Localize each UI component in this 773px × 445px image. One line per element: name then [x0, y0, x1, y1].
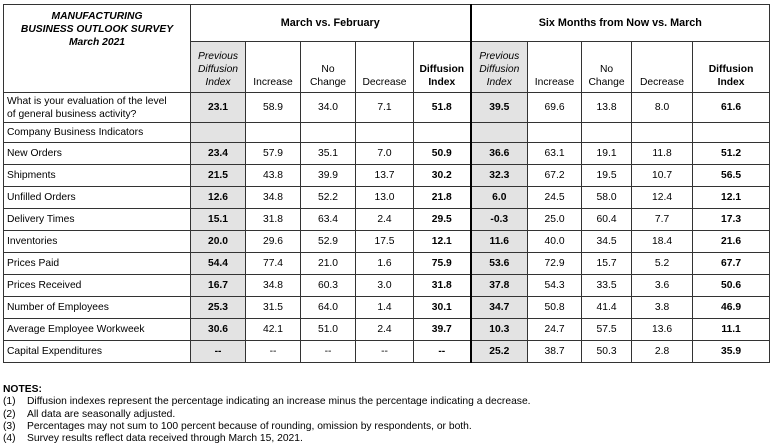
note-number: (4) — [3, 433, 16, 445]
cell-increase: 54.3 — [528, 275, 582, 297]
cell-increase: 69.6 — [528, 93, 582, 123]
cell-no-change: 60.3 — [301, 275, 356, 297]
cell-increase: 34.8 — [246, 275, 301, 297]
cell-decrease: 12.4 — [632, 187, 693, 209]
cell-no-change: 34.0 — [301, 93, 356, 123]
survey-table — [3, 4, 770, 363]
row-label: Delivery Times — [4, 209, 191, 231]
cell-increase: 31.5 — [246, 297, 301, 319]
previous-diffusion-index-header: Previous Diffusion Index — [471, 42, 528, 93]
cell-decrease: 7.0 — [356, 143, 414, 165]
cell-decrease: 8.0 — [632, 93, 693, 123]
cell-previous-index: 11.6 — [471, 231, 528, 253]
row-label: New Orders — [4, 143, 191, 165]
cell-increase: -- — [246, 341, 301, 363]
note-text: Survey results reflect data received through March 15, 2021. — [27, 433, 303, 445]
cell-previous-index: 25.2 — [471, 341, 528, 363]
cell-decrease: 10.7 — [632, 165, 693, 187]
cell-increase: 67.2 — [528, 165, 582, 187]
table-row — [4, 187, 770, 209]
cell-no-change: 60.4 — [582, 209, 632, 231]
note-number: (2) — [3, 408, 16, 420]
cell-no-change: 15.7 — [582, 253, 632, 275]
table-row — [4, 209, 770, 231]
cell-increase: 34.8 — [246, 187, 301, 209]
cell-increase: 42.1 — [246, 319, 301, 341]
notes-title: NOTES: — [3, 384, 42, 395]
cell-increase: 57.9 — [246, 143, 301, 165]
cell-no-change: 39.9 — [301, 165, 356, 187]
cell-diffusion-index: 50.9 — [414, 143, 471, 165]
title-line: March 2021 — [68, 37, 126, 48]
cell-no-change: 50.3 — [582, 341, 632, 363]
note-item — [3, 396, 769, 408]
cell-increase: 58.9 — [246, 93, 301, 123]
previous-diffusion-index-header: Previous Diffusion Index — [191, 42, 246, 93]
cell-increase: 24.7 — [528, 319, 582, 341]
cell-previous-index: -- — [191, 341, 246, 363]
cell-diffusion-index: 61.6 — [693, 93, 770, 123]
cell-decrease: 3.0 — [356, 275, 414, 297]
cell-decrease: 2.4 — [356, 319, 414, 341]
cell-previous-index: 37.8 — [471, 275, 528, 297]
row-label: Shipments — [4, 165, 191, 187]
notes-list — [3, 396, 769, 445]
cell-increase: 29.6 — [246, 231, 301, 253]
increase-header: Increase — [246, 42, 301, 93]
cell-diffusion-index: 21.8 — [414, 187, 471, 209]
cell-previous-index — [191, 123, 246, 143]
row-label: Number of Employees — [4, 297, 191, 319]
cell-increase: 72.9 — [528, 253, 582, 275]
notes-section — [3, 384, 769, 445]
note-number: (3) — [3, 420, 16, 432]
diffusion-index-header: Diffusion Index — [693, 42, 770, 93]
cell-decrease: 1.4 — [356, 297, 414, 319]
cell-diffusion-index: 51.8 — [414, 93, 471, 123]
cell-previous-index: 20.0 — [191, 231, 246, 253]
cell-diffusion-index: 51.2 — [693, 143, 770, 165]
cell-diffusion-index: 12.1 — [693, 187, 770, 209]
decrease-header: Decrease — [356, 42, 414, 93]
cell-decrease: 3.8 — [632, 297, 693, 319]
note-item — [3, 409, 769, 421]
row-label: Prices Paid — [4, 253, 191, 275]
cell-diffusion-index: 30.1 — [414, 297, 471, 319]
no-change-header: No Change — [582, 42, 632, 93]
cell-decrease: 7.7 — [632, 209, 693, 231]
cell-increase: 43.8 — [246, 165, 301, 187]
increase-header: Increase — [528, 42, 582, 93]
cell-previous-index: 54.4 — [191, 253, 246, 275]
cell-decrease: -- — [356, 341, 414, 363]
cell-increase: 38.7 — [528, 341, 582, 363]
question-label: What is your evaluation of the level of general business activity? — [4, 93, 191, 123]
cell-decrease: 13.0 — [356, 187, 414, 209]
question-row — [4, 93, 770, 123]
section-row — [4, 123, 770, 143]
table-row — [4, 231, 770, 253]
cell-diffusion-index: 17.3 — [693, 209, 770, 231]
row-label: Prices Received — [4, 275, 191, 297]
cell-no-change: 19.1 — [582, 143, 632, 165]
group-header-current: March vs. February — [191, 5, 471, 42]
cell-no-change: 34.5 — [582, 231, 632, 253]
table-row — [4, 341, 770, 363]
cell-previous-index: 6.0 — [471, 187, 528, 209]
cell-diffusion-index: 21.6 — [693, 231, 770, 253]
cell-decrease: 3.6 — [632, 275, 693, 297]
decrease-header: Decrease — [632, 42, 693, 93]
cell-decrease: 11.8 — [632, 143, 693, 165]
cell-no-change: 52.9 — [301, 231, 356, 253]
cell-no-change: 13.8 — [582, 93, 632, 123]
cell-increase: 24.5 — [528, 187, 582, 209]
cell-no-change: 35.1 — [301, 143, 356, 165]
cell-decrease: 13.6 — [632, 319, 693, 341]
cell-no-change: 63.4 — [301, 209, 356, 231]
cell-no-change: 58.0 — [582, 187, 632, 209]
group-header-future: Six Months from Now vs. March — [471, 5, 770, 42]
title-line: MANUFACTURING — [51, 11, 143, 22]
cell-previous-index: 32.3 — [471, 165, 528, 187]
cell-decrease: 13.7 — [356, 165, 414, 187]
cell-increase: 50.8 — [528, 297, 582, 319]
cell-previous-index: 23.1 — [191, 93, 246, 123]
cell-previous-index: 36.6 — [471, 143, 528, 165]
cell-increase: 31.8 — [246, 209, 301, 231]
cell-previous-index — [471, 123, 528, 143]
cell-diffusion-index: 50.6 — [693, 275, 770, 297]
cell-no-change: 52.2 — [301, 187, 356, 209]
cell-diffusion-index: -- — [414, 341, 471, 363]
cell-diffusion-index: 31.8 — [414, 275, 471, 297]
cell-previous-index: 53.6 — [471, 253, 528, 275]
no-change-header: No Change — [301, 42, 356, 93]
note-text: Percentages may not sum to 100 percent because of rounding, omission by respondents, or both. — [27, 420, 472, 432]
cell-increase: 77.4 — [246, 253, 301, 275]
cell-increase: 25.0 — [528, 209, 582, 231]
cell-no-change: 64.0 — [301, 297, 356, 319]
cell-previous-index: -0.3 — [471, 209, 528, 231]
cell-diffusion-index: 12.1 — [414, 231, 471, 253]
cell-previous-index: 12.6 — [191, 187, 246, 209]
cell-increase: 63.1 — [528, 143, 582, 165]
table-row — [4, 319, 770, 341]
section-label: Company Business Indicators — [4, 123, 191, 143]
note-text: All data are seasonally adjusted. — [27, 408, 176, 420]
cell-decrease: 2.8 — [632, 341, 693, 363]
cell-diffusion-index: 29.5 — [414, 209, 471, 231]
cell-no-change: 21.0 — [301, 253, 356, 275]
cell-previous-index: 16.7 — [191, 275, 246, 297]
cell-previous-index: 10.3 — [471, 319, 528, 341]
cell-decrease: 7.1 — [356, 93, 414, 123]
cell-diffusion-index: 30.2 — [414, 165, 471, 187]
row-label: Inventories — [4, 231, 191, 253]
cell-no-change: 41.4 — [582, 297, 632, 319]
cell-previous-index: 39.5 — [471, 93, 528, 123]
cell-decrease: 5.2 — [632, 253, 693, 275]
table-row — [4, 253, 770, 275]
title-line: BUSINESS OUTLOOK SURVEY — [20, 24, 174, 35]
note-text: Diffusion indexes represent the percentage indicating an increase minus the percentage indicating a decrease. — [27, 396, 531, 408]
cell-previous-index: 34.7 — [471, 297, 528, 319]
row-label: Capital Expenditures — [4, 341, 191, 363]
note-number: (1) — [3, 396, 16, 408]
note-item — [3, 421, 769, 433]
table-row — [4, 275, 770, 297]
cell-previous-index: 15.1 — [191, 209, 246, 231]
cell-diffusion-index: 46.9 — [693, 297, 770, 319]
cell-decrease: 1.6 — [356, 253, 414, 275]
cell-diffusion-index: 67.7 — [693, 253, 770, 275]
row-label: Average Employee Workweek — [4, 319, 191, 341]
cell-no-change: 51.0 — [301, 319, 356, 341]
cell-previous-index: 21.5 — [191, 165, 246, 187]
cell-diffusion-index: 35.9 — [693, 341, 770, 363]
table-row — [4, 143, 770, 165]
survey-title — [4, 5, 191, 93]
table-row — [4, 297, 770, 319]
cell-diffusion-index: 56.5 — [693, 165, 770, 187]
cell-no-change: 33.5 — [582, 275, 632, 297]
cell-decrease: 18.4 — [632, 231, 693, 253]
cell-diffusion-index: 39.7 — [414, 319, 471, 341]
header-group-row — [4, 5, 770, 42]
cell-no-change: 19.5 — [582, 165, 632, 187]
cell-previous-index: 30.6 — [191, 319, 246, 341]
cell-no-change: -- — [301, 341, 356, 363]
row-label: Unfilled Orders — [4, 187, 191, 209]
cell-diffusion-index: 11.1 — [693, 319, 770, 341]
cell-previous-index: 23.4 — [191, 143, 246, 165]
cell-decrease: 2.4 — [356, 209, 414, 231]
cell-previous-index: 25.3 — [191, 297, 246, 319]
cell-no-change: 57.5 — [582, 319, 632, 341]
cell-diffusion-index: 75.9 — [414, 253, 471, 275]
table-row — [4, 165, 770, 187]
cell-decrease: 17.5 — [356, 231, 414, 253]
diffusion-index-header: Diffusion Index — [414, 42, 471, 93]
cell-increase: 40.0 — [528, 231, 582, 253]
